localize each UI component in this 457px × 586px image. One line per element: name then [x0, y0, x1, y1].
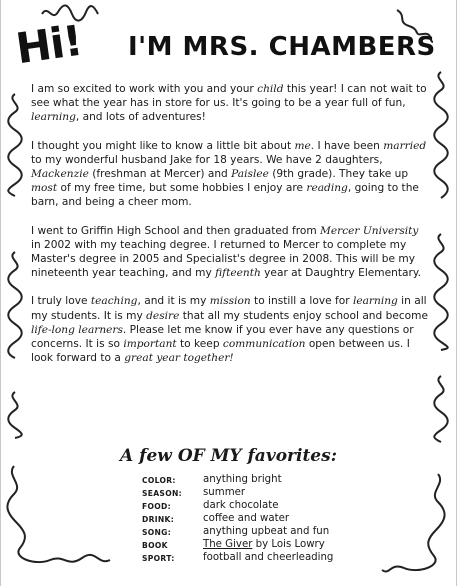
favorite-label: COLOR:	[142, 476, 176, 485]
emphasis-text: teaching	[90, 295, 138, 308]
emphasis-text: life-long learners	[31, 323, 123, 336]
emphasis-text: most	[31, 182, 58, 195]
body-text: I am so excited to work with you and your	[31, 83, 258, 95]
favorite-value: dark chocolate	[203, 500, 279, 511]
emphasis-text: learning	[31, 111, 76, 124]
emphasis-text: learning	[352, 295, 398, 308]
body-text: I have been	[314, 139, 384, 152]
body-text: , and it is my	[137, 295, 210, 308]
paragraph-mission	[31, 294, 429, 365]
body-text: year at Daughtry Elementary.	[260, 267, 421, 280]
emphasis-text: desire	[146, 309, 180, 322]
favorite-label: SONG:	[142, 528, 172, 537]
favorite-label: BOOK	[142, 541, 168, 550]
emphasis-text: great year together!	[124, 352, 234, 365]
letter-body	[31, 82, 429, 379]
favorite-row	[142, 499, 412, 512]
body-text: of my free time, but some hobbies I enjoy are	[57, 182, 307, 195]
emphasis-text: communication	[222, 338, 306, 351]
body-text: , going to the barn, and being a cheer mom.	[31, 182, 419, 209]
favorites-list	[142, 473, 412, 564]
squiggle-left-1	[6, 92, 24, 197]
emphasis-text: Mackenzie	[31, 168, 89, 181]
favorite-row	[142, 473, 412, 486]
body-text: (9th grade). They take up	[268, 168, 409, 181]
body-text: , and lots of adventures!	[75, 111, 206, 124]
book-title: The Giver	[203, 539, 253, 550]
favorite-value: summer	[203, 487, 246, 498]
squiggle-right-3	[432, 374, 450, 444]
body-text: I truly love	[31, 295, 91, 308]
body-text: in 2002 with my teaching degree. I returned to Mercer to complete my Master's degree in 2005 and Specialist's degree in 2008. This will be my nineteenth year teaching, and my	[31, 238, 415, 280]
favorite-value: anything upbeat and fun	[203, 526, 330, 537]
book-author: by Lois Lowry	[252, 539, 325, 550]
favorite-label: DRINK:	[142, 515, 175, 524]
emphasis-text: Paislee	[231, 168, 269, 181]
page-title: I'M MRS. CHAMBERS	[128, 32, 436, 62]
favorites-title: A few OF MY favorites:	[120, 446, 337, 466]
body-text: I went to Griffin High School and then graduated from	[31, 224, 321, 237]
favorite-label: FOOD:	[142, 502, 171, 511]
squiggle-left-2	[6, 250, 24, 360]
squiggle-left-3	[6, 390, 24, 440]
body-text: this year! I can not wait to see what the year has in store for us. It's going to be a year full of fun,	[31, 83, 427, 110]
favorite-value: anything bright	[203, 474, 282, 485]
emphasis-text: mission	[209, 295, 251, 308]
emphasis-text: married	[383, 139, 427, 152]
paragraph-about-me	[31, 139, 429, 210]
squiggle-bottom-left	[6, 462, 116, 572]
emphasis-text: reading	[306, 182, 348, 195]
body-text: I thought you might like to know a little bit about	[31, 139, 295, 152]
favorite-value: football and cheerleading	[203, 552, 334, 563]
emphasis-text: fifteenth	[215, 267, 261, 280]
favorite-row	[142, 538, 412, 551]
squiggle-right-2	[432, 232, 450, 352]
favorite-label: SPORT:	[142, 554, 175, 563]
favorite-value: coffee and water	[203, 513, 290, 524]
body-text: open between us. I look forward to a	[31, 338, 410, 365]
paragraph-intro	[31, 82, 429, 125]
body-text: in all my students. It is my	[31, 295, 427, 322]
favorite-label: SEASON:	[142, 489, 182, 498]
emphasis-text: child	[257, 83, 284, 95]
favorite-row	[142, 486, 412, 499]
body-text: (freshman at Mercer) and	[88, 168, 232, 181]
body-text: that all my students enjoy school and become	[179, 309, 429, 322]
emphasis-text: important	[123, 338, 177, 351]
body-text: to instill a love for	[250, 295, 353, 308]
hi-heading: Hi!	[12, 15, 85, 74]
squiggle-right-1	[432, 70, 450, 200]
favorite-value	[203, 538, 325, 551]
paragraph-education	[31, 224, 429, 281]
favorite-row	[142, 551, 412, 564]
body-text: to keep	[176, 338, 223, 351]
frame-left-edge	[0, 0, 1, 586]
emphasis-text: me.	[294, 139, 315, 152]
body-text: to my wonderful husband Jake for 18 years. We have 2 daughters,	[31, 153, 383, 166]
favorite-row	[142, 512, 412, 525]
emphasis-text: Mercer University	[320, 224, 419, 237]
body-text: . Please let me know if you ever have any questions or concerns. It is so	[31, 323, 414, 351]
favorite-row	[142, 525, 412, 538]
